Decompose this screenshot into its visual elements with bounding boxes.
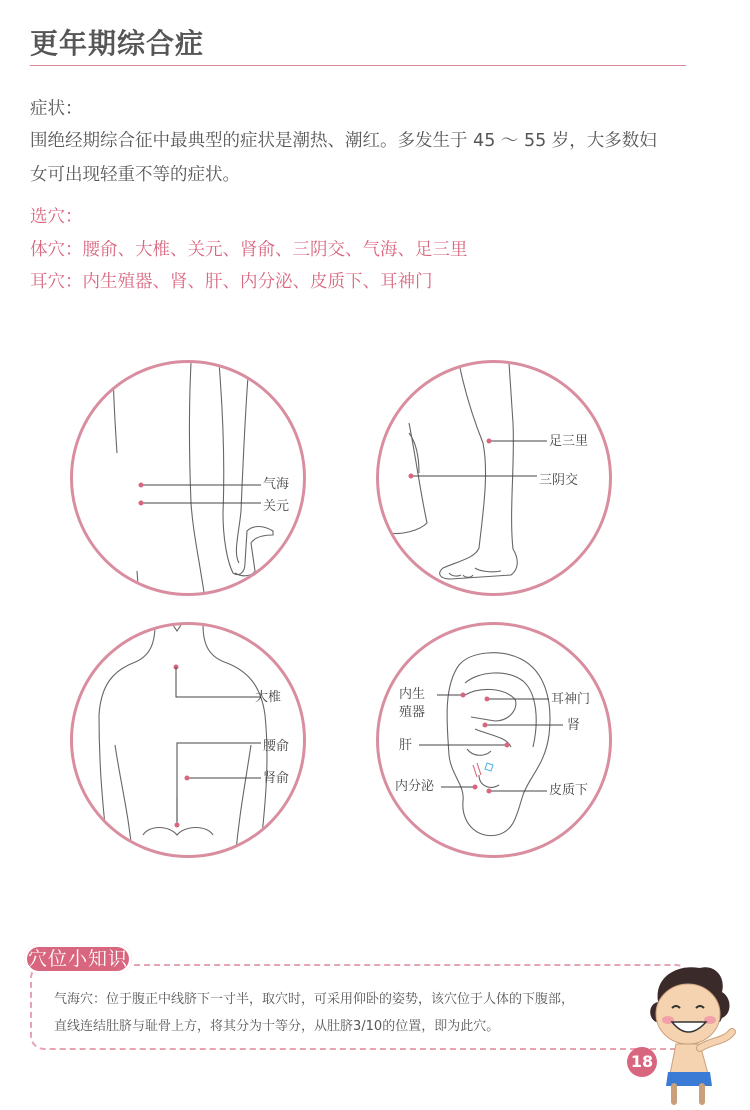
abdomen-markers xyxy=(139,483,262,506)
back-diagram xyxy=(70,622,306,858)
abdomen-diagram xyxy=(70,360,306,596)
label-zusanli: 足三里 xyxy=(549,434,589,449)
page-title: 更年期综合症 xyxy=(30,27,205,60)
label-neifenmi: 内分泌 xyxy=(395,779,435,794)
symptoms-line-2: 女可出现轻重不等的症状。 xyxy=(30,165,240,185)
label-guanyuan: 关元 xyxy=(263,499,290,514)
leg-markers xyxy=(409,439,548,479)
ear-diagram xyxy=(376,622,612,858)
mascot-boy-icon xyxy=(636,962,740,1110)
symptoms-heading: 症状： xyxy=(30,99,83,119)
ear-acupoints: 耳穴：内生殖器、肾、肝、内分泌、皮质下、耳神门 xyxy=(30,272,433,292)
symptoms-line-1: 围绝经期综合征中最典型的症状是潮热、潮红。多发生于 45 ～ 55 岁，大多数妇 xyxy=(30,131,657,151)
label-neishengzhiqi-1: 内生 xyxy=(399,687,426,702)
acupoints-heading: 选穴： xyxy=(30,207,83,227)
label-yaoshu: 腰俞 xyxy=(263,739,290,754)
label-shen: 肾 xyxy=(567,718,581,733)
label-dazhui: 大椎 xyxy=(255,690,282,705)
label-shenshu: 肾俞 xyxy=(263,771,290,786)
label-ershenmen: 耳神门 xyxy=(551,692,591,707)
ear-illustration xyxy=(379,625,612,858)
tip-line-1: 气海穴：位于腹正中线脐下一寸半，取穴时，可采用仰卧的姿势，该穴位于人体的下腹部， xyxy=(54,992,575,1007)
label-neishengzhiqi-2: 殖器 xyxy=(399,705,426,720)
tip-box xyxy=(30,964,690,1050)
leg-diagram xyxy=(376,360,612,596)
label-qihai: 气海 xyxy=(263,477,290,492)
label-gan: 肝 xyxy=(399,738,413,753)
title-divider xyxy=(30,65,686,66)
tip-line-2: 直线连结肚脐与耻骨上方，将其分为十等分，从肚脐3/10的位置，即为此穴。 xyxy=(54,1019,500,1034)
back-markers xyxy=(174,665,262,828)
label-pizhixia: 皮质下 xyxy=(549,783,589,798)
label-sanyinjiao: 三阴交 xyxy=(539,473,579,488)
ear-markers xyxy=(419,693,563,794)
page-number: 18 xyxy=(627,1047,657,1077)
tip-badge: 穴位小知识 xyxy=(24,944,132,974)
body-acupoints: 体穴：腰俞、大椎、关元、肾俞、三阴交、气海、足三里 xyxy=(30,240,468,260)
